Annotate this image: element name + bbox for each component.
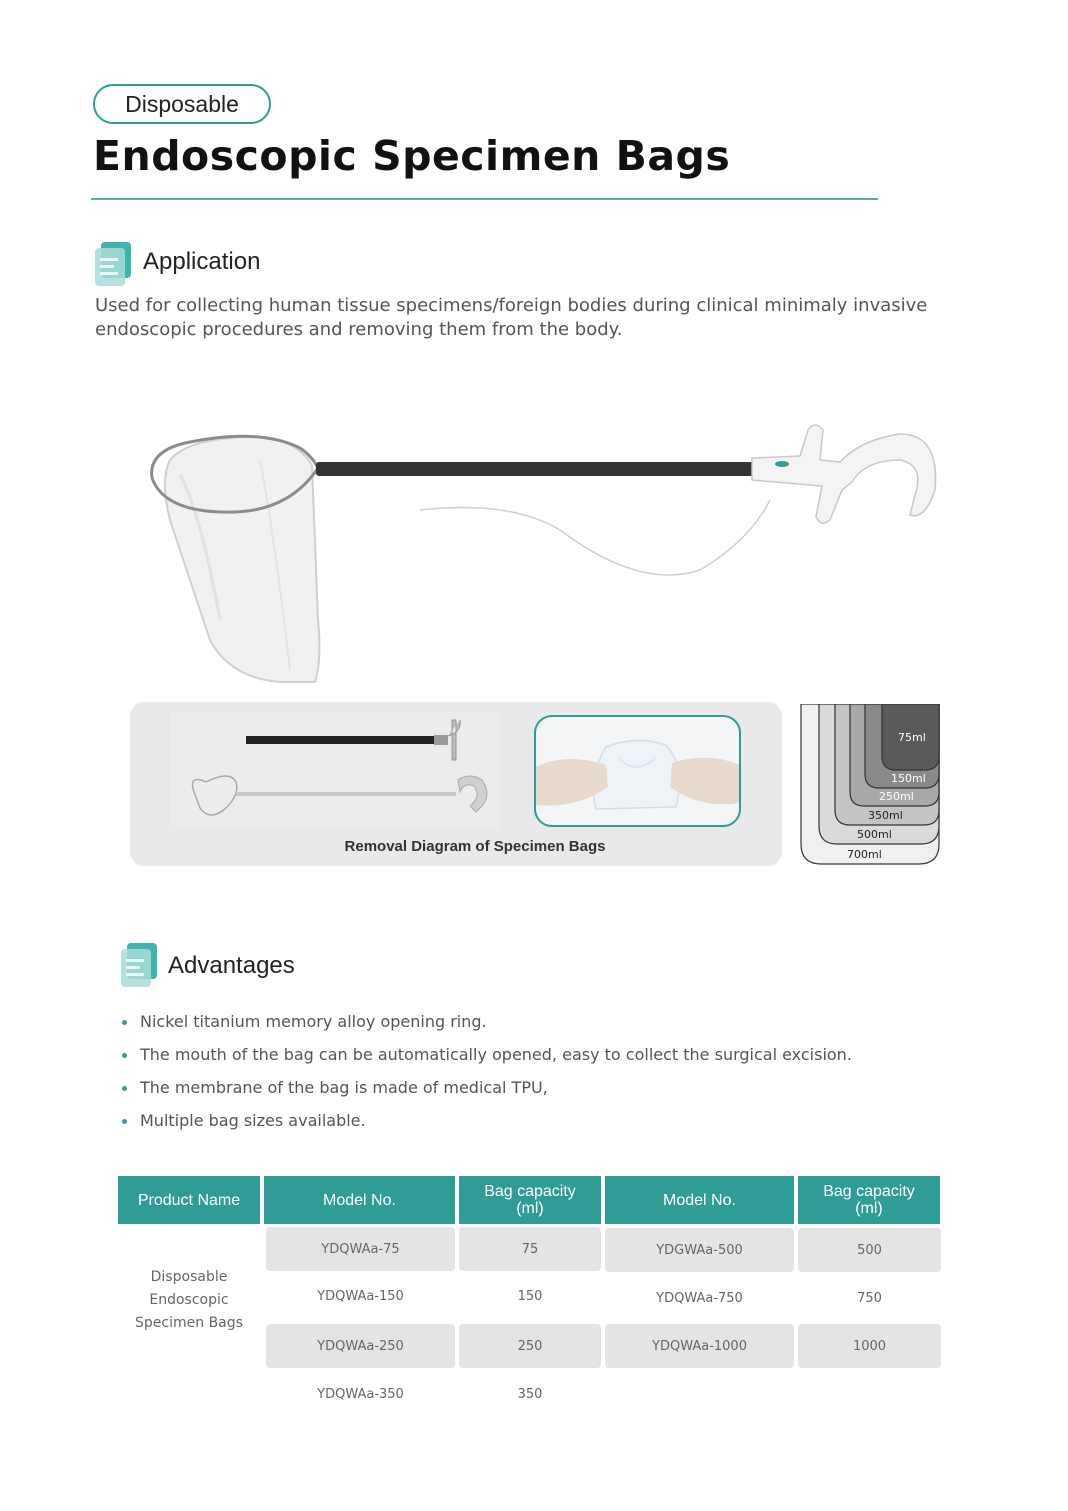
table-cell: YDQWAa-1000 bbox=[605, 1324, 794, 1368]
advantage-item: Nickel titanium memory alloy opening ring. bbox=[122, 1010, 852, 1043]
table-cell: YDQWAa-250 bbox=[266, 1324, 455, 1368]
table-cell: 750 bbox=[857, 1290, 882, 1306]
specimen-bag-product-image bbox=[140, 420, 950, 690]
capacity-label-75: 75ml bbox=[898, 731, 926, 744]
advantage-item: Multiple bag sizes available. bbox=[122, 1109, 852, 1142]
bag-capacity-diagram bbox=[800, 704, 940, 865]
table-cell: YDQWAa-350 bbox=[317, 1386, 404, 1402]
advantage-item: The membrane of the bag is made of medical TPU, bbox=[122, 1076, 852, 1109]
table-cell: YDQWAa-150 bbox=[317, 1288, 404, 1304]
header-bag-capacity-2: Bag capacity (ml) bbox=[798, 1176, 940, 1224]
page-title: Endoscopic Specimen Bags bbox=[93, 132, 731, 180]
table-cell: 500 bbox=[798, 1228, 941, 1272]
header-product-name: Product Name bbox=[118, 1176, 260, 1224]
application-section-icon bbox=[95, 242, 133, 286]
title-divider bbox=[91, 198, 878, 200]
advantages-heading: Advantages bbox=[168, 952, 295, 979]
header-model-no-1: Model No. bbox=[264, 1176, 455, 1224]
table-cell: 250 bbox=[459, 1324, 601, 1368]
advantages-list bbox=[122, 1010, 852, 1142]
advantages-section-icon bbox=[121, 943, 159, 987]
table-cell: 1000 bbox=[798, 1324, 941, 1368]
capacity-label-350: 350ml bbox=[868, 809, 903, 822]
table-cell: YDQWAa-75 bbox=[266, 1227, 455, 1271]
table-cell: YDQWAa-750 bbox=[656, 1290, 743, 1306]
table-cell: YDGWAa-500 bbox=[605, 1228, 794, 1272]
application-text: Used for collecting human tissue specimens/foreign bodies during clinical minimaly invasive endoscopic procedures and removing them from the body. bbox=[95, 295, 928, 340]
capacity-label-700: 700ml bbox=[847, 848, 882, 861]
capacity-label-250: 250ml bbox=[879, 790, 914, 803]
header-model-no-2: Model No. bbox=[605, 1176, 794, 1224]
advantage-item: The mouth of the bag can be automatically opened, easy to collect the surgical excision. bbox=[122, 1043, 852, 1076]
table-cell: 150 bbox=[517, 1288, 543, 1304]
product-name-cell: Disposable Endoscopic Specimen Bags bbox=[135, 1269, 243, 1331]
table-cell: 75 bbox=[459, 1227, 601, 1271]
capacity-label-500: 500ml bbox=[857, 828, 892, 841]
table-cell: 350 bbox=[517, 1386, 543, 1402]
bag-removal-photo bbox=[534, 715, 741, 827]
header-bag-capacity-1: Bag capacity (ml) bbox=[459, 1176, 601, 1224]
category-tag: Disposable bbox=[93, 84, 271, 124]
removal-diagram-caption: Removal Diagram of Specimen Bags bbox=[344, 838, 606, 855]
capacity-label-150: 150ml bbox=[891, 772, 926, 785]
removal-instrument-illustration bbox=[170, 712, 500, 830]
application-heading: Application bbox=[143, 248, 261, 275]
